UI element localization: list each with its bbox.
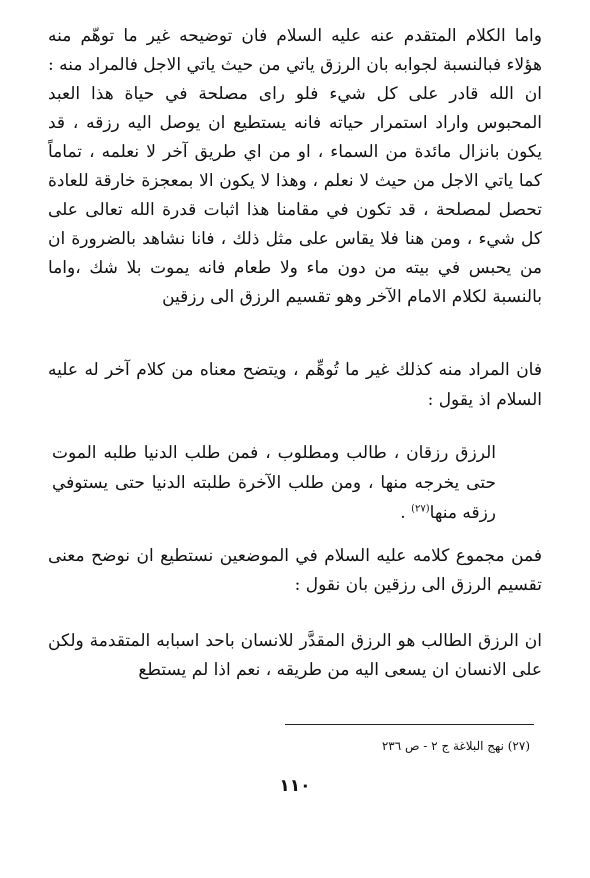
body-paragraph-2: فان المراد منه كذلك غير ما تُوهِّم ، ويتضح معناه من كلام آخر له عليه السلام اذ يقول : — [48, 360, 542, 410]
page-number: ١١٠ — [279, 776, 311, 796]
footnote-text: (٢٧) نهج البلاغة ج ٢ - ص ٢٣٦ — [381, 739, 530, 753]
hadith-quote — [52, 438, 496, 528]
footnote-reference-mark: (٢٧) — [411, 503, 430, 515]
body-paragraph-3: فمن مجموع كلامه عليه السلام في الموضعين نستطيع ان نوضح معنى تقسيم الرزق الى رزقين بان نقول : — [48, 546, 542, 595]
quote-end: . — [400, 503, 412, 523]
body-paragraph-4: ان الرزق الطالب هو الرزق المقدَّر للانسان باحد اسبابه المتقدمة ولكن على الانسان ان يسعى اليه من طريقه ، نعم اذا لم يستطع — [48, 631, 542, 680]
footnote-divider — [285, 724, 534, 725]
body-paragraph-1: واما الكلام المتقدم عنه عليه السلام فان توضيحه غير ما توهّم منه هؤلاء فبالنسبة لجوابه بان الرزق ياتي من حيث ياتي الاجل فالمراد منه : ان الله قادر على كل شيء فلو راى مصلحة في حياة هذا العبد المحبوس واراد استمرار حياته فانه يستطيع ان يوصل اليه رزقه ، قد يكون بانزال مائدة من السماء ، او من اي طريق آخر لا نعلمه ، تماماً كما ياتي الاجل من حيث لا نعلم ، وهذا لا يكون الا بمعجزة خارقة للعادة تحصل لمصلحة ، قد تكون في مقامنا هذا اثبات قدرة الله تعالى على كل شيء ، ومن هنا فلا يقاس على مثل ذلك ، فانا نشاهد بالضرورة ان من يحبس في بيته من دون ماء ولا طعام فانه يموت بلا شك ،واما بالنسبة لكلام الامام الآخر وهو تقسيم الرزق الى رزقين — [48, 26, 542, 307]
quote-text: الرزق رزقان ، طالب ومطلوب ، فمن طلب الدنيا طلبه الموت حتى يخرجه منها ، ومن طلب الآخرة طلبته الدنيا حتى يستوفي رزقه منها — [52, 443, 496, 523]
